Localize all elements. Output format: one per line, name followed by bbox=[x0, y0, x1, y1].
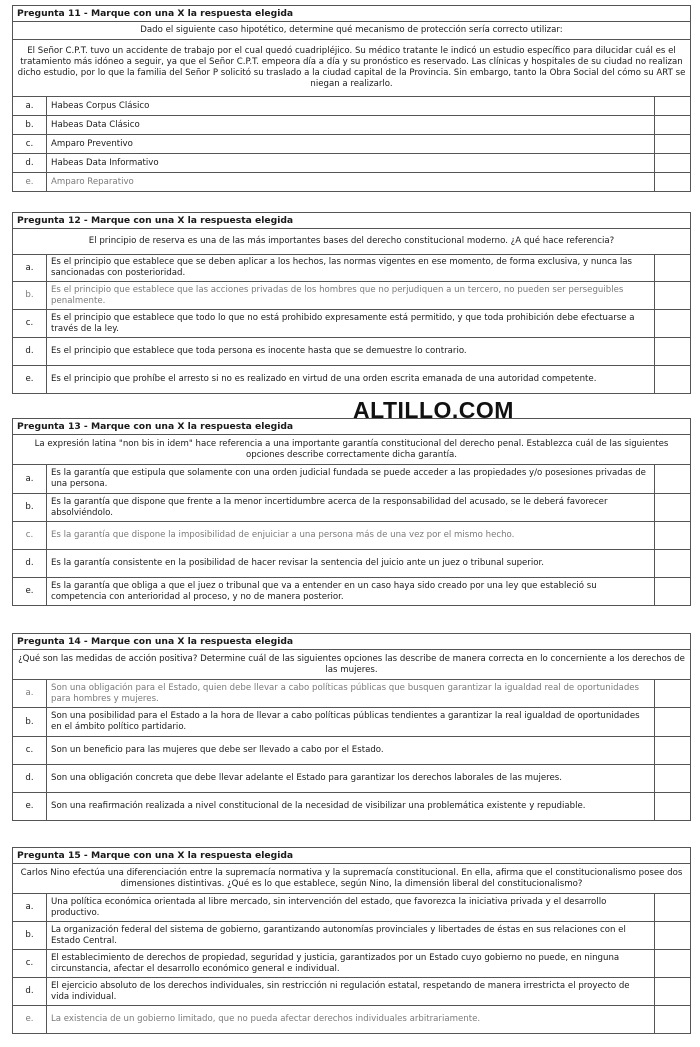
option-row bbox=[13, 793, 691, 821]
option-letter: d. bbox=[13, 154, 47, 173]
answer-box[interactable] bbox=[654, 680, 690, 708]
option-row bbox=[13, 765, 691, 793]
question-13 bbox=[12, 418, 691, 606]
question-14 bbox=[12, 633, 691, 821]
option-text: El ejercicio absoluto de los derechos individuales, sin restricción ni regulación estatal, respetando de manera irrestricta el proyecto de vida individual. bbox=[47, 978, 655, 1006]
option-row bbox=[13, 708, 691, 737]
option-text: Es el principio que establece que todo lo que no está prohibido expresamente está permitido, y que toda prohibición debe efectuarse a través de la ley. bbox=[47, 310, 655, 338]
option-letter: d. bbox=[13, 978, 47, 1006]
option-text: Es el principio que establece que se deben aplicar a los hechos, las normas vigentes en ese momento, de forma exclusiva, y nunca las sancionadas con posterioridad. bbox=[47, 255, 655, 282]
question-title: Pregunta 14 - Marque con una X la respuesta elegida bbox=[13, 634, 691, 650]
option-text: Habeas Data Clásico bbox=[47, 116, 655, 135]
question-title: Pregunta 15 - Marque con una X la respuesta elegida bbox=[13, 848, 691, 864]
option-letter: e. bbox=[13, 793, 47, 821]
option-letter: d. bbox=[13, 550, 47, 578]
option-text: Es el principio que establece que las acciones privadas de los hombres que no perjudiquen a un tercero, no pueden ser perseguibles penalmente. bbox=[47, 282, 655, 310]
answer-box[interactable] bbox=[654, 255, 690, 282]
option-letter: b. bbox=[13, 116, 47, 135]
answer-box[interactable] bbox=[654, 793, 690, 821]
site-watermark: ALTILLO.COM bbox=[353, 397, 514, 423]
answer-box[interactable] bbox=[654, 97, 690, 116]
answer-box[interactable] bbox=[654, 1006, 690, 1034]
answer-box[interactable] bbox=[654, 366, 690, 394]
answer-box[interactable] bbox=[654, 282, 690, 310]
answer-box[interactable] bbox=[654, 550, 690, 578]
option-row bbox=[13, 1006, 691, 1034]
option-letter: c. bbox=[13, 522, 47, 550]
option-text: Es la garantía que dispone que frente a la menor incertidumbre acerca de la responsabilidad del acusado, se le deberá favorecer absolviéndolo. bbox=[47, 494, 655, 522]
option-letter: a. bbox=[13, 894, 47, 922]
question-15 bbox=[12, 847, 691, 1034]
option-row bbox=[13, 366, 691, 394]
case-description: El Señor C.P.T. tuvo un accidente de trabajo por el cual quedó cuadripléjico. Su médico tratante le indicó un estudio específico para dilucidar cuál es el tratamiento más idóneo a seguir, ya que el Señor C.P.T. empeora día a día y su pronóstico es reservado. Las clínicas y hospitales de su ciudad no realizan dicho estudio, por lo que la familia del Señor P solicitó su traslado a la ciudad capital de la Provincia. Sin embargo, tanto la Obra Social del cómo su ART se niegan a realizarlo. bbox=[13, 40, 691, 97]
option-row bbox=[13, 255, 691, 282]
option-row bbox=[13, 950, 691, 978]
option-letter: c. bbox=[13, 950, 47, 978]
option-text: Es el principio que establece que toda persona es inocente hasta que se demuestre lo contrario. bbox=[47, 338, 655, 366]
option-text: Es el principio que prohíbe el arresto si no es realizado en virtud de una orden escrita emanada de una autoridad competente. bbox=[47, 366, 655, 394]
answer-box[interactable] bbox=[654, 522, 690, 550]
answer-box[interactable] bbox=[654, 578, 690, 606]
answer-box[interactable] bbox=[654, 894, 690, 922]
question-title: Pregunta 11 - Marque con una X la respuesta elegida bbox=[13, 6, 691, 22]
option-text: Son una posibilidad para el Estado a la hora de llevar a cabo políticas públicas tendientes a garantizar la real igualdad de oportunidades en el ámbito político partidario. bbox=[47, 708, 655, 737]
option-letter: e. bbox=[13, 578, 47, 606]
question-title: Pregunta 12 - Marque con una X la respuesta elegida bbox=[13, 213, 691, 229]
option-letter: e. bbox=[13, 1006, 47, 1034]
option-letter: e. bbox=[13, 366, 47, 394]
option-letter: d. bbox=[13, 765, 47, 793]
option-row bbox=[13, 737, 691, 765]
question-statement: La expresión latina "non bis in idem" hace referencia a una importante garantía constitucional del derecho penal. Establezca cuál de las siguientes opciones describe correctamente dicha garantía. bbox=[13, 435, 691, 465]
option-row bbox=[13, 550, 691, 578]
answer-box[interactable] bbox=[654, 338, 690, 366]
option-row bbox=[13, 135, 691, 154]
option-text: Son una obligación concreta que debe llevar adelante el Estado para garantizar los derechos laborales de las mujeres. bbox=[47, 765, 655, 793]
answer-box[interactable] bbox=[654, 708, 690, 737]
answer-box[interactable] bbox=[654, 765, 690, 793]
option-letter: a. bbox=[13, 465, 47, 494]
option-letter: a. bbox=[13, 255, 47, 282]
option-text: Son una reafirmación realizada a nivel constitucional de la necesidad de visibilizar una problemática existente y repudiable. bbox=[47, 793, 655, 821]
question-statement: Carlos Nino efectúa una diferenciación entre la supremacía normativa y la supremacía constitucional. En ella, afirma que el constitucionalismo posee dos dimensiones distintivas. ¿Qué es lo que establece, según Nino, la dimensión liberal del constitucionalismo? bbox=[13, 864, 691, 894]
option-row bbox=[13, 338, 691, 366]
option-letter: b. bbox=[13, 494, 47, 522]
answer-box[interactable] bbox=[654, 154, 690, 173]
option-text: Habeas Data Informativo bbox=[47, 154, 655, 173]
option-letter: c. bbox=[13, 737, 47, 765]
option-text: Es la garantía que dispone la imposibilidad de enjuiciar a una persona más de una vez por el mismo hecho. bbox=[47, 522, 655, 550]
answer-box[interactable] bbox=[654, 978, 690, 1006]
option-row bbox=[13, 154, 691, 173]
option-row bbox=[13, 522, 691, 550]
answer-box[interactable] bbox=[654, 310, 690, 338]
option-text: Amparo Reparativo bbox=[47, 173, 655, 192]
question-12 bbox=[12, 212, 691, 394]
option-text: Una política económica orientada al libre mercado, sin intervención del estado, que favorezca la iniciativa privada y el desarrollo productivo. bbox=[47, 894, 655, 922]
option-text: La existencia de un gobierno limitado, que no pueda afectar derechos individuales arbitrariamente. bbox=[47, 1006, 655, 1034]
question-statement: ¿Qué son las medidas de acción positiva? Determine cuál de las siguientes opciones las describe de manera correcta en lo concerniente a los derechos de las mujeres. bbox=[13, 650, 691, 680]
option-text: La organización federal del sistema de gobierno, garantizando autonomías provinciales y libertades de éstas en sus relaciones con el Estado Central. bbox=[47, 922, 655, 950]
answer-box[interactable] bbox=[654, 116, 690, 135]
option-row bbox=[13, 680, 691, 708]
answer-box[interactable] bbox=[654, 465, 690, 494]
option-row bbox=[13, 922, 691, 950]
answer-box[interactable] bbox=[654, 173, 690, 192]
question-statement: El principio de reserva es una de las más importantes bases del derecho constitucional moderno. ¿A qué hace referencia? bbox=[13, 229, 691, 255]
option-letter: b. bbox=[13, 922, 47, 950]
option-text: Es la garantía que obliga a que el juez o tribunal que va a entender en un caso haya sido creado por una ley que estableció su competencia con anterioridad al proceso, y no de manera posterior. bbox=[47, 578, 655, 606]
option-row bbox=[13, 894, 691, 922]
answer-box[interactable] bbox=[654, 922, 690, 950]
option-text: Son un beneficio para las mujeres que debe ser llevado a cabo por el Estado. bbox=[47, 737, 655, 765]
option-letter: c. bbox=[13, 135, 47, 154]
option-text: El establecimiento de derechos de propiedad, seguridad y justicia, garantizados por un Estado cuyo gobierno no puede, en ninguna circunstancia, afectar el desarrollo económico general e individual. bbox=[47, 950, 655, 978]
option-letter: e. bbox=[13, 173, 47, 192]
question-title: Pregunta 13 - Marque con una X la respuesta elegida bbox=[13, 419, 691, 435]
answer-box[interactable] bbox=[654, 950, 690, 978]
question-statement: Dado el siguiente caso hipotético, determine qué mecanismo de protección sería correcto utilizar: bbox=[13, 22, 691, 40]
option-row bbox=[13, 578, 691, 606]
answer-box[interactable] bbox=[654, 494, 690, 522]
question-11 bbox=[12, 5, 691, 192]
option-letter: c. bbox=[13, 310, 47, 338]
option-text: Son una obligación para el Estado, quien debe llevar a cabo políticas públicas que busquen garantizar la igualdad real de oportunidades para hombres y mujeres. bbox=[47, 680, 655, 708]
option-text: Habeas Corpus Clásico bbox=[47, 97, 655, 116]
option-row bbox=[13, 494, 691, 522]
option-letter: a. bbox=[13, 680, 47, 708]
option-row bbox=[13, 173, 691, 192]
option-text: Es la garantía que estipula que solamente con una orden judicial fundada se puede acceder a las propiedades y/o posesiones privadas de una persona. bbox=[47, 465, 655, 494]
option-row bbox=[13, 978, 691, 1006]
option-letter: b. bbox=[13, 708, 47, 737]
option-row bbox=[13, 310, 691, 338]
option-letter: a. bbox=[13, 97, 47, 116]
option-text: Amparo Preventivo bbox=[47, 135, 655, 154]
option-letter: d. bbox=[13, 338, 47, 366]
option-letter: b. bbox=[13, 282, 47, 310]
option-row bbox=[13, 282, 691, 310]
option-row bbox=[13, 116, 691, 135]
option-row bbox=[13, 97, 691, 116]
option-text: Es la garantía consistente en la posibilidad de hacer revisar la sentencia del juicio ante un juez o tribunal superior. bbox=[47, 550, 655, 578]
answer-box[interactable] bbox=[654, 135, 690, 154]
option-row bbox=[13, 465, 691, 494]
answer-box[interactable] bbox=[654, 737, 690, 765]
